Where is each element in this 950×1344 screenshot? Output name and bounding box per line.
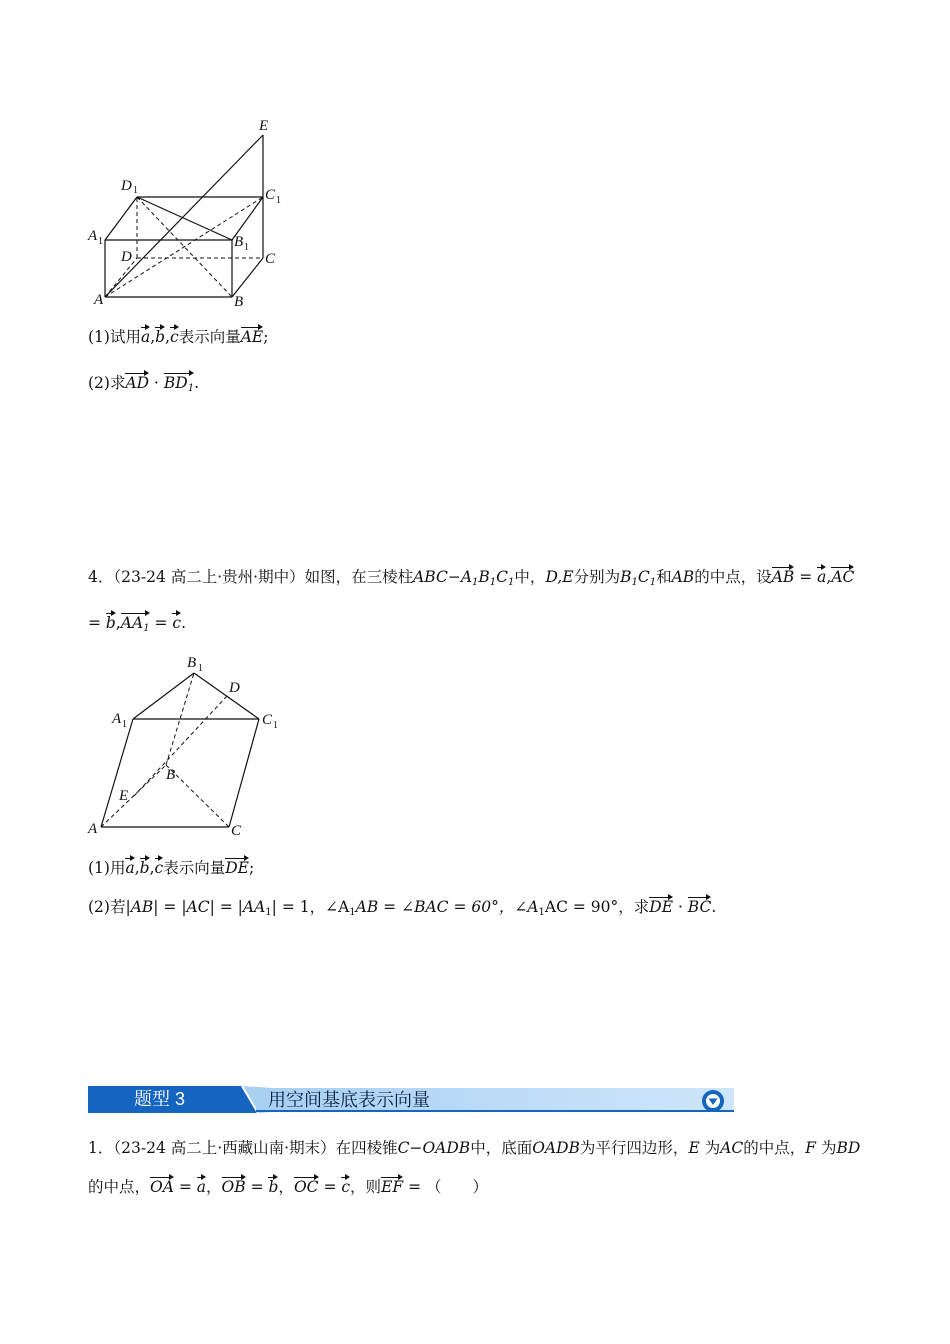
vector-b: b — [105, 614, 116, 632]
q4-points-DE: D,E — [545, 568, 574, 586]
vector-c: c — [170, 328, 179, 346]
q1-text1: 在四棱锥 — [335, 1139, 398, 1157]
period: . — [711, 898, 717, 916]
vector-b: b — [155, 328, 166, 346]
q3-part2 — [88, 372, 199, 400]
section-banner — [88, 1083, 738, 1117]
equals: = — [245, 1178, 269, 1196]
vector-AD: AD — [125, 374, 150, 392]
vector-OC: OC — [293, 1178, 319, 1196]
vector-b: b — [268, 1178, 279, 1196]
q4-part1-end: ; — [248, 859, 255, 877]
label-A: A — [94, 292, 104, 308]
label-C1: C — [265, 187, 276, 203]
equals: = — [173, 1178, 197, 1196]
q1-point-E: E — [688, 1139, 700, 1157]
vector-AE: AE — [240, 328, 264, 346]
label-D1: D — [121, 178, 132, 194]
vector-BD1-sub: 1 — [187, 383, 195, 394]
vector-AC: AC — [831, 568, 855, 586]
q4-source: （23-24 高二上·贵州·期中） — [113, 568, 305, 586]
q1-number: 1． — [88, 1139, 114, 1157]
q1-text5: 的中点， — [743, 1139, 806, 1157]
q1-BD: BD — [836, 1139, 861, 1157]
q4-part2-angle: AB = ∠BAC = 60°，∠A — [355, 898, 539, 916]
q4-text4: 和 — [656, 568, 672, 586]
vector-DE: DE — [649, 898, 674, 916]
label-C1-sub: 1 — [276, 195, 281, 206]
q1-source: （23-24 高二上·西藏山南·期末） — [113, 1139, 336, 1157]
q1-text4: 为 — [699, 1139, 721, 1157]
separator: ， — [206, 1178, 222, 1196]
segment-A-E — [105, 135, 263, 297]
q4-part2-cond-end: | = 1，∠A — [271, 898, 350, 916]
vector-OB: OB — [221, 1178, 246, 1196]
sub-1: 1 — [265, 907, 272, 918]
hidden-segment-D-E — [134, 696, 227, 796]
q4-text5: 的中点，设 — [694, 568, 772, 586]
vector-DE: DE — [225, 859, 249, 877]
section-number-tag: 题型 3 — [88, 1086, 238, 1113]
vector-b: b — [139, 859, 150, 877]
equals: = — [149, 614, 173, 632]
q1-text2: 中，底面 — [470, 1139, 533, 1157]
q4-B1C1: $B_1C_1$ — [620, 568, 657, 588]
q3-part1-end: ; — [263, 328, 269, 346]
label-C: C — [231, 823, 242, 839]
q4-prism: $ABC-A_1B_1C_1$ — [413, 568, 515, 588]
vector-OA: OA — [150, 1178, 174, 1196]
edge-A-A1 — [101, 719, 133, 827]
vector-c: c — [341, 1178, 351, 1196]
vector-c: c — [154, 859, 164, 877]
label-A1-sub: 1 — [98, 236, 103, 247]
q4-line2 — [88, 612, 186, 640]
section-title-text: 用空间基底表示向量 — [268, 1090, 430, 1110]
label-A: A — [88, 821, 98, 837]
label-A1: A — [112, 711, 122, 727]
vector-a: a — [196, 1178, 207, 1196]
q3-part1-mid: 表示向量 — [178, 328, 241, 346]
q1-AC: AC — [720, 1139, 744, 1157]
q4-number: 4． — [88, 568, 114, 586]
vector-EF: EF — [381, 1178, 404, 1196]
q3-part2-prefix: (2)求 — [88, 374, 126, 392]
q1-pyramid: C−OADB — [397, 1139, 471, 1157]
label-B1-sub: 1 — [244, 242, 249, 253]
label-B: B — [234, 294, 244, 310]
q1-line2-start: 的中点， — [88, 1178, 151, 1196]
label-E: E — [259, 118, 269, 134]
q1-point-F: F — [805, 1139, 817, 1157]
equals: = — [318, 1178, 342, 1196]
q4-text2: 中， — [514, 568, 546, 586]
vector-BD1-text: BD — [163, 374, 188, 392]
label-C1-sub: 1 — [273, 720, 278, 731]
q4-text3: 分别为 — [573, 568, 621, 586]
answer-blank: = （ ） — [403, 1178, 488, 1196]
label-C1: C — [262, 712, 273, 728]
cuboid-figure — [80, 110, 300, 315]
q4-AB: AB — [671, 568, 695, 586]
label-D: D — [229, 680, 240, 696]
edge-A1-D1 — [105, 197, 137, 240]
q1-base: OADB — [532, 1139, 580, 1157]
edge-A1-B1 — [133, 673, 194, 719]
section-title — [256, 1088, 734, 1112]
vector-AB: AB — [771, 568, 795, 586]
dot-operator: · — [673, 898, 688, 916]
q3-part1: (1)试用a,b,c表示向量AE; — [88, 328, 269, 346]
period: . — [181, 614, 187, 632]
label-B1-sub: 1 — [198, 663, 203, 674]
label-A1-sub: 1 — [122, 719, 127, 730]
label-D1-sub: 1 — [133, 185, 138, 196]
q4-part2-condition: |AB| = |AC| = |AA — [125, 898, 266, 916]
q4-part2-angle-end: AC = 90°，求 — [544, 898, 650, 916]
q1-line2 — [88, 1176, 488, 1198]
q4-part1-prefix: (1)用 — [88, 859, 126, 877]
vector-AA1: $AA_1$ — [121, 612, 150, 640]
q4-part2 — [88, 896, 716, 924]
edge-B-C — [232, 258, 263, 297]
comma: , — [826, 568, 832, 586]
label-C: C — [265, 251, 276, 267]
q4-part2-prefix: (2)若 — [88, 898, 126, 916]
q4-line1 — [88, 566, 854, 594]
sub-1: 1 — [538, 907, 545, 918]
vector-a: a — [817, 568, 827, 586]
q1-text3: 为平行四边形， — [579, 1139, 689, 1157]
sub-1: 1 — [349, 907, 356, 918]
comma: , — [115, 614, 121, 632]
separator: ， — [278, 1178, 294, 1196]
edge-C-C1 — [229, 719, 259, 827]
chevron-down-circle-icon[interactable] — [702, 1090, 724, 1112]
vector-BC: BC — [687, 898, 712, 916]
q1-line1 — [88, 1137, 860, 1159]
vector-a: a — [140, 328, 151, 346]
q1-text6: 为 — [816, 1139, 837, 1157]
q4-part1-mid: 表示向量 — [163, 859, 226, 877]
label-B: B — [166, 767, 176, 783]
prism-figure — [80, 650, 290, 840]
label-B1: B — [187, 655, 197, 671]
equals: = — [88, 614, 106, 632]
q1-then: ，则 — [350, 1178, 382, 1196]
label-D: D — [121, 249, 132, 265]
q4-part1: (1)用a,b,c表示向量DE; — [88, 859, 255, 877]
equals: = — [794, 568, 818, 586]
vector-BD1 — [164, 372, 194, 400]
label-E: E — [119, 788, 129, 804]
vector-c: c — [172, 614, 182, 632]
label-B1: B — [234, 234, 244, 250]
vector-a: a — [125, 859, 135, 877]
q4-text1: 如图，在三棱柱 — [304, 568, 414, 586]
hidden-edge-B-C — [166, 765, 229, 827]
label-A1: A — [88, 228, 98, 244]
segment-D1-B1 — [137, 197, 232, 240]
q3-part1-prefix: (1)试用 — [88, 328, 141, 346]
dot-operator: · — [149, 374, 164, 392]
q3-part2-end: . — [194, 374, 200, 392]
